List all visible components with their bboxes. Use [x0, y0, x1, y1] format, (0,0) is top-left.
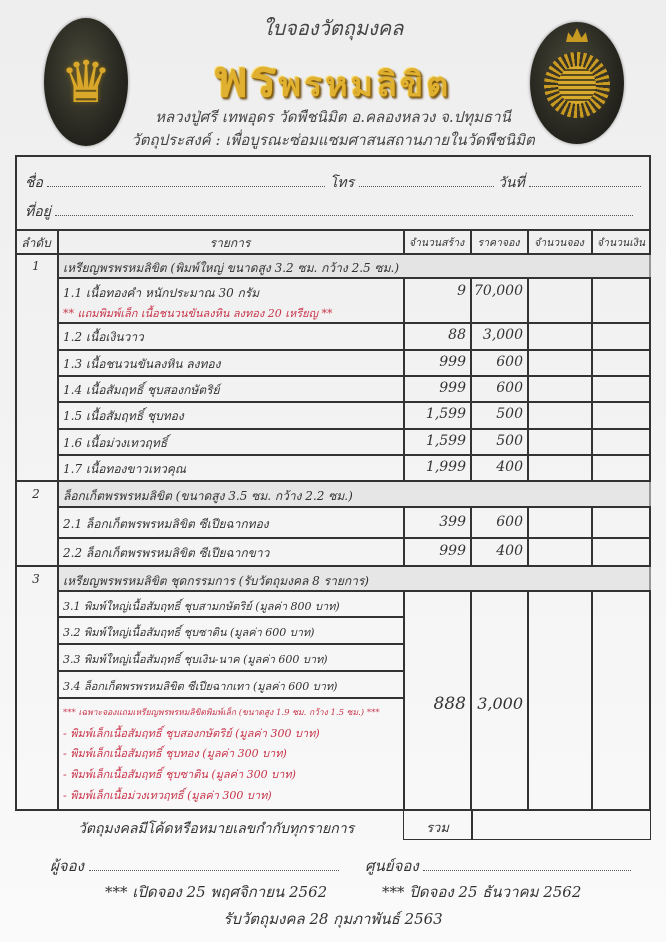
item-1-6-label: 1.6 เนื้อม่วงเทวฤทธิ์ — [63, 436, 168, 450]
code-note: วัตถุมงคลมีโค้ดหรือหมายเลขกำกับทุกรายการ — [78, 821, 355, 837]
item-1-5-label: 1.5 เนื้อสัมฤทธิ์ ชุบทอง — [63, 409, 184, 423]
item-1-2-price: 3,000 — [482, 327, 523, 343]
address-label: ที่อยู่ — [25, 204, 51, 220]
section-3-title: เหรียญพรพรหมลิขิต ชุดกรรมการ (รับวัตถุมงคล 8 รายการ) — [63, 574, 369, 588]
total-label: รวม — [426, 821, 449, 836]
total-box — [403, 810, 651, 840]
col-header-qty-made: จำนวนสร้าง — [408, 237, 465, 249]
col-header-item: รายการ — [209, 236, 251, 250]
section-3-qty: 888 — [433, 694, 466, 714]
item-1-3-label: 1.3 เนื้อชนวนขันลงหิน ลงทอง — [63, 357, 221, 371]
booker-row — [50, 854, 339, 878]
item-3-2-label: 3.2 พิมพ์ใหญ่เนื้อสัมฤทธิ์ ชุบซาติน (มูลค่า 600 บาท) — [63, 626, 315, 639]
item-1-4-price: 600 — [496, 380, 523, 396]
address-input[interactable] — [55, 204, 633, 216]
col-header-qty-ordered: จำนวนจอง — [534, 237, 584, 249]
monk-line: หลวงปู่ศรี เทพอุดร วัดพืชนิมิต อ.คลองหลวง จ.ปทุมธานี — [155, 108, 511, 126]
item-1-2-qty: 88 — [448, 327, 466, 343]
item-2-1-qty: 399 — [439, 514, 466, 530]
brahma-figure-icon: ♛ — [60, 48, 112, 116]
main-title-rest: พรหมลิขิต — [278, 65, 452, 105]
section-2-title: ล็อกเก็ตพรพรหมลิขิต (ขนาดสูง 3.5 ซม. กว้าง 2.2 ซม.) — [63, 489, 353, 503]
item-1-6-qty: 1,599 — [425, 433, 466, 449]
item-1-1-label: 1.1 เนื้อทองคำ หนักประมาณ 30 กรัม — [63, 286, 260, 300]
item-1-3-price: 600 — [496, 354, 523, 370]
section-1-no: 1 — [32, 259, 40, 273]
col-header-amount: จำนวนเงิน — [596, 237, 646, 249]
item-1-1-price: 70,000 — [474, 283, 523, 299]
item-2-1-price: 600 — [496, 514, 523, 530]
item-1-5-price: 500 — [496, 406, 523, 422]
address-row — [25, 201, 633, 223]
item-2-1-label: 2.1 ล็อกเก็ตพรพรหมลิขิต ซีเปียฉากทอง — [63, 517, 269, 531]
item-1-6-price: 500 — [496, 433, 523, 449]
item-3-1-label: 3.1 พิมพ์ใหญ่เนื้อสัมฤทธิ์ ชุบสามกษัตริย์ (มูลค่า 800 บาท) — [63, 600, 340, 613]
bonus-header: *** เฉพาะจองแถมเหรียญพรพรหมลิขิตพิมพ์เล็ก (ขนาดสูง 1.9 ซม. กว้าง 1.5 ซม.) *** — [63, 708, 380, 718]
item-1-7-price: 400 — [496, 459, 523, 475]
col-header-no: ลำดับ — [21, 236, 51, 250]
purpose-line: วัตถุประสงค์ : เพื่อบูรณะซ่อมแซมศาสนสถานภายในวัดพืชนิมิต — [131, 131, 535, 149]
section-3-price: 3,000 — [477, 694, 523, 713]
item-3-4-label: 3.4 ล็อกเก็ตพรพรหมลิขิต ซีเปียฉากเทา (มูลค่า 600 บาท) — [63, 680, 338, 693]
booker-label: ผู้จอง — [50, 857, 84, 875]
bonus-item-1: - พิมพ์เล็กเนื้อสัมฤทธิ์ ชุบสองกษัตริย์ (มูลค่า 300 บาท) — [63, 727, 320, 740]
name-phone-date-row — [25, 172, 641, 194]
receive-date: รับวัตถุมงคล 28 กุมภาพันธ์ 2563 — [223, 910, 443, 928]
item-1-5-qty: 1,599 — [425, 406, 466, 422]
section-1-title: เหรียญพรพรหมลิขิต (พิมพ์ใหญ่ ขนาดสูง 3.2 ซม. กว้าง 2.5 ซม.) — [63, 261, 400, 275]
bonus-item-3: - พิมพ์เล็กเนื้อสัมฤทธิ์ ชุบซาติน (มูลค่า 300 บาท) — [63, 768, 296, 781]
item-2-2-label: 2.2 ล็อกเก็ตพรพรหมลิขิต ซีเปียฉากขาว — [63, 546, 270, 560]
bonus-item-4: - พิมพ์เล็กเนื้อม่วงเทวฤทธิ์ (มูลค่า 300 บาท) — [63, 789, 272, 802]
center-input[interactable] — [423, 859, 631, 871]
item-1-4-label: 1.4 เนื้อสัมฤทธิ์ ชุบสองกษัตริย์ — [63, 383, 220, 397]
form-header — [0, 0, 666, 150]
bonus-item-2: - พิมพ์เล็กเนื้อสัมฤทธิ์ ชุบทอง (มูลค่า 300 บาท) — [63, 747, 287, 760]
name-label: ชื่อ — [25, 175, 43, 191]
item-3-3-label: 3.3 พิมพ์ใหญ่เนื้อสัมฤทธิ์ ชุบเงิน-นาค (มูลค่า 600 บาท) — [63, 653, 328, 666]
name-input[interactable] — [47, 175, 325, 187]
section-2-no: 2 — [32, 487, 40, 501]
item-1-3-qty: 999 — [439, 354, 466, 370]
section-3-no: 3 — [32, 572, 40, 586]
item-2-2-qty: 999 — [439, 543, 466, 559]
date-label: วันที่ — [498, 175, 525, 191]
phone-label: โทร — [329, 175, 355, 191]
phone-input[interactable] — [359, 175, 494, 187]
booker-input[interactable] — [89, 859, 339, 871]
form-title: ใบจองวัตถุมงคล — [262, 16, 404, 40]
open-date: *** เปิดจอง 25 พฤศจิกายน 2562 — [105, 883, 328, 901]
item-1-7-qty: 1,999 — [425, 459, 466, 475]
date-input[interactable] — [529, 175, 641, 187]
center-row — [365, 854, 631, 878]
main-title-big: พร — [214, 50, 279, 108]
close-date: *** ปิดจอง 25 ธันวาคม 2562 — [382, 883, 582, 901]
item-1-2-label: 1.2 เนื้อเงินวาว — [63, 330, 144, 344]
item-1-4-qty: 999 — [439, 380, 466, 396]
item-1-7-label: 1.7 เนื้อทองขาวเทวคุณ — [63, 462, 186, 476]
center-label: ศูนย์จอง — [365, 857, 419, 875]
item-2-2-price: 400 — [496, 543, 523, 559]
col-header-price: ราคาจอง — [477, 237, 520, 249]
item-1-1-note: ** แถมพิมพ์เล็ก เนื้อชนวนขันลงหิน ลงทอง 20 เหรียญ ** — [63, 307, 333, 320]
item-1-1-qty: 9 — [457, 283, 466, 299]
